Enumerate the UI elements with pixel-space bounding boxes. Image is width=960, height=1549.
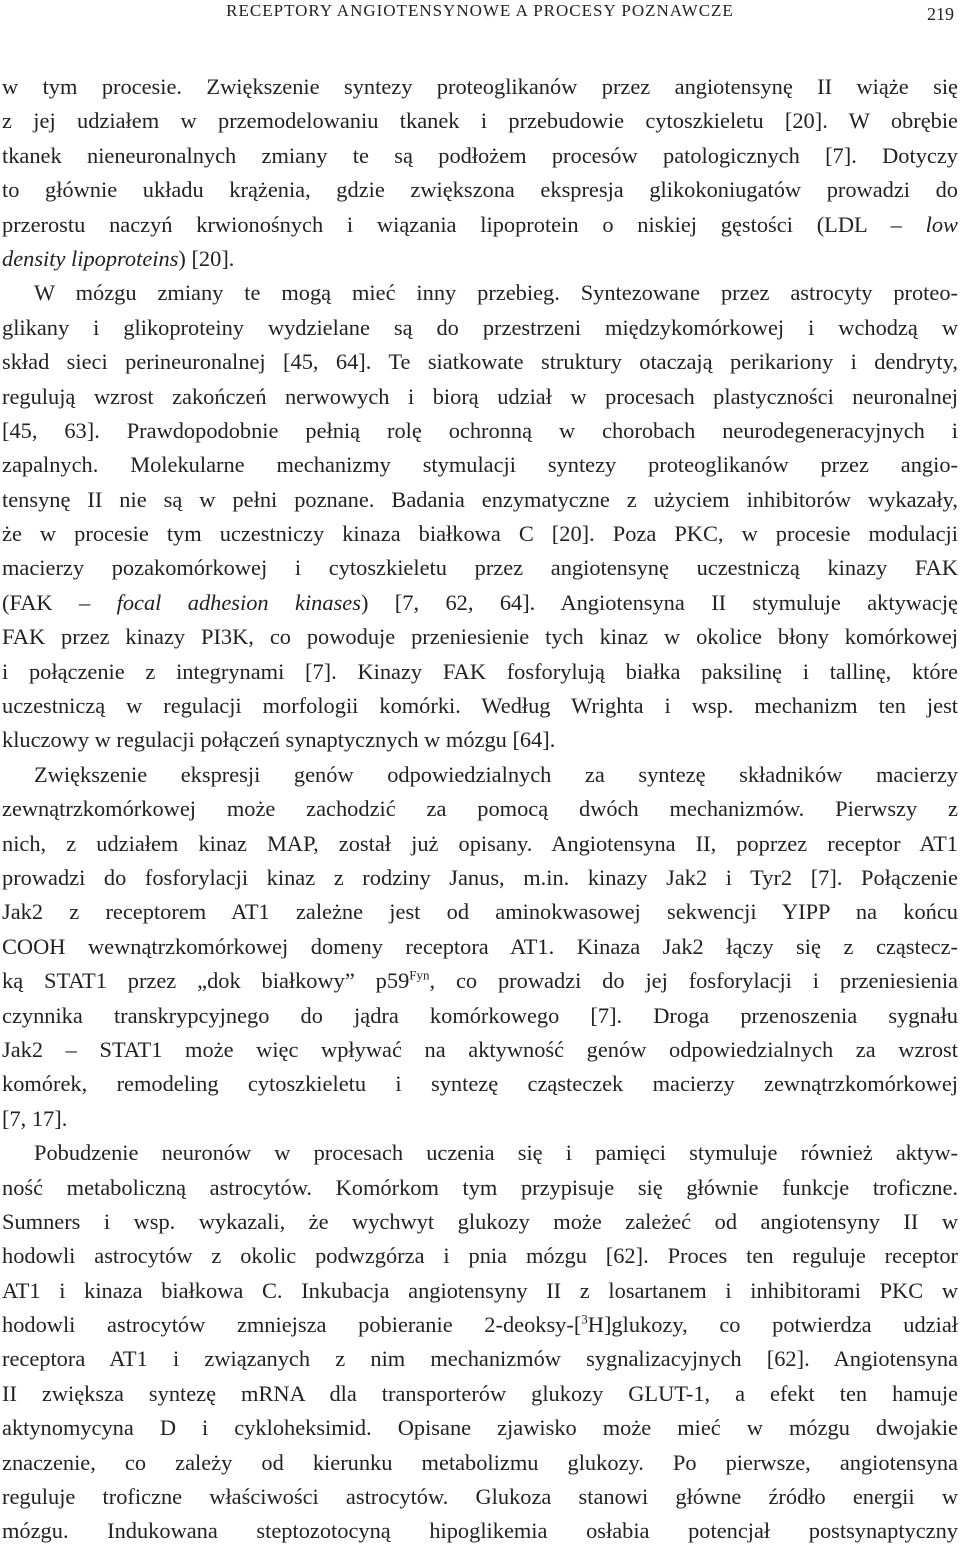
text-line: [2, 551, 958, 585]
line-text: prowadzi do fosforylacji kinaz z rodziny Janus, m.in. kinazy Jak2 i Tyr2 [7]. Połączenie: [2, 864, 958, 890]
line-text: i połączenie z integrynami [7]. Kinazy FAK fosforylują białka paksilinę i tallinę, które: [2, 658, 958, 684]
line-text: uczestniczą w regulacji morfologii komórki. Według Wrighta i wsp. mechanizm ten jest: [2, 693, 958, 719]
line-italic-text: density lipoproteins: [2, 245, 179, 271]
text-line: [2, 448, 958, 482]
text-line: [2, 930, 958, 964]
superscript: 3: [581, 1311, 588, 1327]
line-italic-text: focal adhesion kinases: [116, 589, 361, 615]
text-line: [2, 517, 958, 551]
text-line: [2, 173, 958, 207]
text-line: [2, 345, 958, 379]
line-text: receptora AT1 i związanych z nim mechanizmów sygnalizacyjnych [62]. Angiotensyna: [2, 1346, 958, 1372]
text-line: [2, 104, 958, 138]
line-text: Jak2 z receptorem AT1 zależne jest od aminokwasowej sekwencji YIPP na końcu: [2, 899, 958, 925]
line-italic-text: low: [925, 211, 958, 237]
text-line: [2, 1102, 958, 1136]
text-line: [2, 999, 958, 1033]
superscript: Fyn: [409, 967, 430, 983]
text-line: [2, 1308, 958, 1342]
text-line: [2, 276, 958, 310]
text-line: [2, 1342, 958, 1376]
line-text: to głównie układu krążenia, gdzie zwiększona ekspresja glikokoniugatów prowadzi do: [2, 177, 958, 203]
line-text: kluczowy w regulacji połączeń synaptycznych w mózgu [64].: [2, 727, 556, 753]
text-line: [2, 895, 958, 929]
line-text: ) [7, 62, 64]. Angiotensyna II stymuluje aktywację: [360, 589, 958, 615]
line-text: aktynomycyna D i cykloheksimid. Opisane zjawisko może mieć w mózgu dwojakie: [2, 1415, 958, 1441]
text-line: [2, 964, 958, 998]
line-text: komórek, remodeling cytoszkieletu i syntezę cząsteczek macierzy zewnątrzkomórkowej: [2, 1071, 958, 1097]
line-text: przerostu naczyń krwionośnych i wiązania lipoprotein o niskiej gęstości (LDL –: [2, 211, 926, 237]
text-line: [2, 380, 958, 414]
text-line: [2, 242, 958, 276]
text-line: [2, 1411, 958, 1445]
line-text: AT1 i kinaza białkowa C. Inkubacja angiotensyny II z losartanem i inhibitorami PKC w: [2, 1277, 958, 1303]
line-text: H]glukozy, co potwierdza udział: [587, 1312, 958, 1338]
line-text: reguluje troficzne właściwości astrocytów. Glukoza stanowi główne źródło energii w: [2, 1484, 958, 1510]
text-line: [2, 1067, 958, 1101]
text-line: [2, 1514, 958, 1548]
line-text: w tym procesie. Zwiększenie syntezy proteoglikanów przez angiotensynę II wiąże się: [2, 74, 958, 99]
text-line: [2, 208, 958, 242]
line-text: zewnątrzkomórkowej może zachodzić za pomocą dwóch mechanizmów. Pierwszy z: [2, 796, 958, 822]
text-line: [2, 827, 958, 861]
line-text: tkanek nieneuronalnych zmiany te są podłożem procesów patologicznych [7]. Dotyczy: [2, 142, 958, 168]
text-line: [2, 1480, 958, 1514]
line-text: ką STAT1 przez „dok białkowy” p59: [2, 968, 410, 994]
line-text: regulują wzrost zakończeń nerwowych i biorą udział w procesach plastyczności neuronalnej: [2, 383, 958, 409]
text-line: [2, 1377, 958, 1411]
text-line: [2, 723, 958, 757]
text-line: [2, 1033, 958, 1067]
text-line: [2, 620, 958, 654]
text-line: [2, 311, 958, 345]
page-header: [0, 0, 960, 30]
line-text: znaczenie, co zależy od kierunku metabolizmu glukozy. Po pierwsze, angiotensyna: [2, 1449, 958, 1475]
text-line: [2, 655, 958, 689]
line-text: skład sieci perineuronalnej [45, 64]. Te siatkowate struktury otaczają perikariony i dendryty,: [2, 349, 958, 375]
line-text: Jak2 – STAT1 może więc wpływać na aktywność genów odpowiedzialnych za wzrost: [2, 1036, 958, 1062]
page-number: 219: [927, 4, 954, 24]
line-text: macierzy pozakomórkowej i cytoszkieletu przez angiotensynę uczestniczą kinazy FAK: [2, 555, 958, 581]
line-text: hodowli astrocytów z okolic podwzgórza i pnia mózgu [62]. Proces ten reguluje receptor: [2, 1243, 958, 1269]
line-text: ) [20].: [178, 245, 235, 271]
text-line: [2, 792, 958, 826]
line-text: COOH wewnątrzkomórkowej domeny receptora AT1. Kinaza Jak2 łączy się z cząstecz-: [2, 933, 958, 959]
line-text: z jej udziałem w przemodelowaniu tkanek i przebudowie cytoszkieletu [20]. W obrębie: [2, 108, 958, 134]
text-line: [2, 758, 958, 792]
line-text: nich, z udziałem kinaz MAP, został już opisany. Angiotensyna II, poprzez receptor AT1: [2, 830, 958, 856]
text-line: [2, 1239, 958, 1273]
line-text: mózgu. Indukowana steptozotocyną hipoglikemia osłabia potencjał postsynaptyczny: [2, 1518, 958, 1544]
text-line: [2, 586, 958, 620]
line-text: że w procesie tym uczestniczy kinaza białkowa C [20]. Poza PKC, w procesie modulacji: [2, 521, 958, 547]
line-text: czynnika transkrypcyjnego do jądra komórkowego [7]. Droga przenoszenia sygnału: [2, 1002, 958, 1028]
body-text: [2, 70, 958, 1549]
text-line: [2, 1274, 958, 1308]
text-line: [2, 414, 958, 448]
line-text: II zwiększa syntezę mRNA dla transporterów glukozy GLUT-1, a efekt ten hamuje: [2, 1380, 958, 1406]
line-text: zapalnych. Molekularne mechanizmy stymulacji syntezy proteoglikanów przez angio-: [2, 452, 958, 478]
line-text: ność metaboliczną astrocytów. Komórkom tym przypisuje się głównie funkcje troficzne.: [2, 1174, 958, 1200]
text-line: [2, 1205, 958, 1239]
line-text: hodowli astrocytów zmniejsza pobieranie 2-deoksy-[: [2, 1312, 582, 1338]
line-text: , co prowadzi do jej fosforylacji i przeniesienia: [429, 968, 958, 994]
text-line: [2, 70, 958, 104]
text-line: [2, 139, 958, 173]
text-line: [2, 483, 958, 517]
line-text: tensynę II nie są w pełni poznane. Badania enzymatyczne z użyciem inhibitorów wykazały,: [2, 486, 958, 512]
running-head: RECEPTORY ANGIOTENSYNOWE A PROCESY POZNAWCZE: [226, 1, 734, 20]
text-line: [2, 1446, 958, 1480]
text-line: [2, 689, 958, 723]
text-line: [2, 1136, 958, 1170]
line-text: FAK przez kinazy PI3K, co powoduje przeniesienie tych kinaz w okolice błony komórkowej: [2, 624, 958, 650]
line-text: [7, 17].: [2, 1105, 68, 1131]
line-text: Pobudzenie neuronów w procesach uczenia się i pamięci stymuluje również aktyw-: [34, 1140, 958, 1166]
line-text: (FAK –: [2, 589, 117, 615]
line-text: Zwiększenie ekspresji genów odpowiedzialnych za syntezę składników macierzy: [34, 761, 958, 787]
line-text: Sumners i wsp. wykazali, że wychwyt glukozy może zależeć od angiotensyny II w: [2, 1208, 958, 1234]
line-text: [45, 63]. Prawdopodobnie pełnią rolę ochronną w chorobach neurodegeneracyjnych i: [2, 417, 958, 443]
line-text: W mózgu zmiany te mogą mieć inny przebieg. Syntezowane przez astrocyty proteo-: [34, 280, 958, 306]
text-line: [2, 861, 958, 895]
line-text: glikany i glikoproteiny wydzielane są do przestrzeni międzykomórkowej i wchodzą w: [2, 314, 958, 340]
text-line: [2, 1171, 958, 1205]
